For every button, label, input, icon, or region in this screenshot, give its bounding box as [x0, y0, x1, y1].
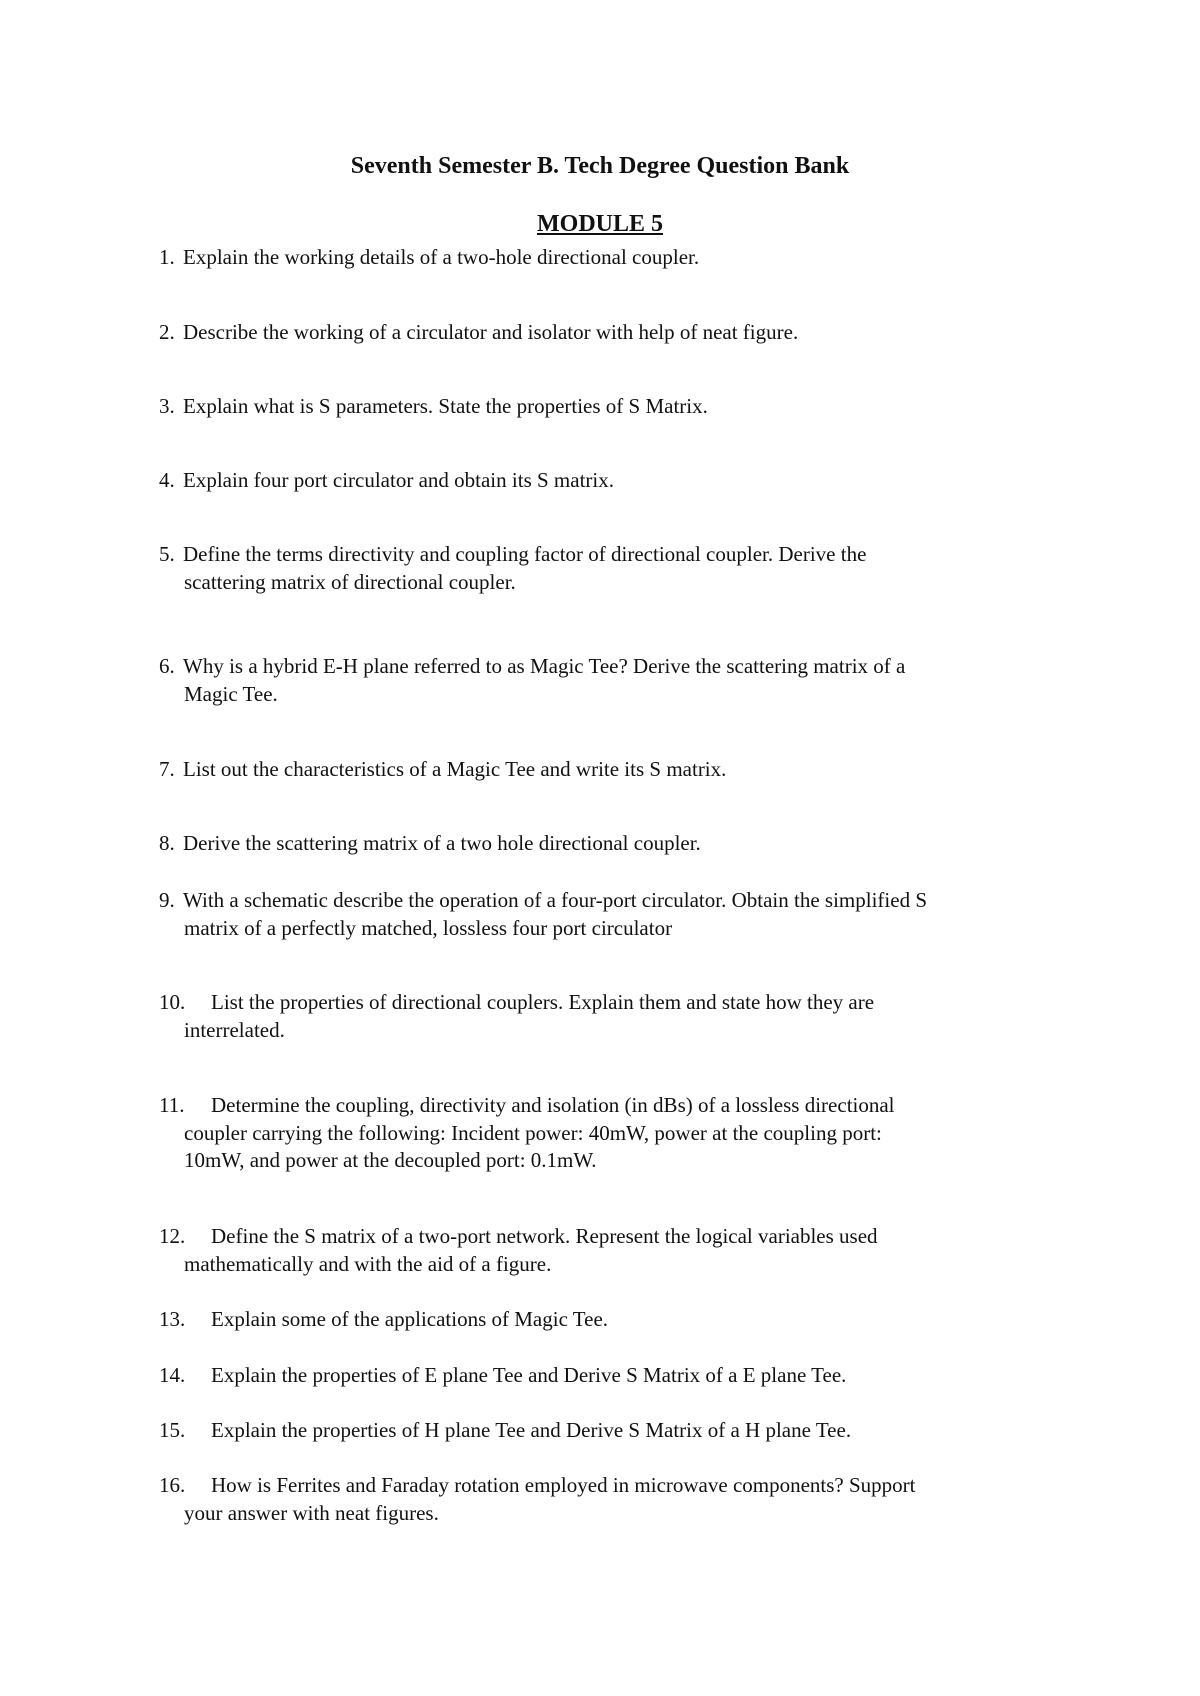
- question-item: [159, 1223, 1059, 1278]
- question-text: Define the S matrix of a two-port network. Represent the logical variables used: [211, 1224, 878, 1248]
- question-text: Define the terms directivity and coupling factor of directional coupler. Derive the: [183, 542, 867, 566]
- question-item: [159, 1362, 1059, 1390]
- question-text: List out the characteristics of a Magic Tee and write its S matrix.: [183, 757, 727, 781]
- question-item: [159, 393, 1059, 421]
- question-number: 8.: [159, 831, 175, 855]
- question-number: 11.: [159, 1093, 185, 1117]
- question-text-continued: mathematically and with the aid of a figure.: [184, 1251, 552, 1276]
- question-item: [159, 467, 1059, 495]
- question-number: 16.: [159, 1473, 186, 1497]
- question-text-continued: matrix of a perfectly matched, lossless four port circulator: [184, 915, 673, 940]
- question-item: [159, 1092, 1059, 1175]
- question-text: How is Ferrites and Faraday rotation employed in microwave components? Support: [211, 1473, 916, 1497]
- question-item: [159, 1306, 1059, 1334]
- question-text-continued: scattering matrix of directional coupler.: [184, 569, 516, 594]
- question-item: [159, 756, 1059, 784]
- question-text: Derive the scattering matrix of a two hole directional coupler.: [183, 831, 701, 855]
- question-item: [159, 244, 1059, 272]
- question-text-continued: coupler carrying the following: Incident power: 40mW, power at the coupling port:: [184, 1120, 882, 1145]
- question-number: 4.: [159, 468, 175, 492]
- question-number: 6.: [159, 654, 175, 678]
- question-text: With a schematic describe the operation of a four-port circulator. Obtain the simplified S: [183, 888, 927, 912]
- question-text-continued: your answer with neat figures.: [184, 1500, 439, 1525]
- question-number: 1.: [159, 245, 175, 269]
- question-number: 5.: [159, 542, 175, 566]
- module-heading: MODULE 5: [537, 211, 663, 237]
- question-text: Explain the working details of a two-hole directional coupler.: [183, 245, 700, 269]
- question-number: 12.: [159, 1224, 186, 1248]
- question-text: List the properties of directional couplers. Explain them and state how they are: [211, 990, 875, 1014]
- question-text-continued: interrelated.: [184, 1017, 285, 1042]
- question-number: 2.: [159, 320, 175, 344]
- question-number: 15.: [159, 1418, 186, 1442]
- question-item: [159, 541, 1059, 596]
- question-item: [159, 830, 1059, 858]
- question-text-continued: 10mW, and power at the decoupled port: 0.1mW.: [184, 1148, 597, 1172]
- question-text: Explain the properties of E plane Tee and Derive S Matrix of a E plane Tee.: [211, 1363, 847, 1387]
- question-text: Explain four port circulator and obtain its S matrix.: [183, 468, 614, 492]
- question-item: [159, 319, 1059, 347]
- question-text-continued: Magic Tee.: [184, 681, 278, 706]
- question-number: 3.: [159, 394, 175, 418]
- question-item: [159, 989, 1059, 1044]
- question-number: 9.: [159, 888, 175, 912]
- question-text: Explain what is S parameters. State the properties of S Matrix.: [183, 394, 708, 418]
- question-item: [159, 1472, 1059, 1527]
- document-title: Seventh Semester B. Tech Degree Question Bank: [350, 153, 850, 179]
- question-item: [159, 653, 1059, 708]
- question-text: Explain the properties of H plane Tee and Derive S Matrix of a H plane Tee.: [211, 1418, 852, 1442]
- question-text: Why is a hybrid E-H plane referred to as Magic Tee? Derive the scattering matrix of a: [183, 654, 906, 678]
- question-text: Determine the coupling, directivity and isolation (in dBs) of a lossless directional: [211, 1093, 895, 1117]
- question-item: [159, 887, 1059, 942]
- question-number: 13.: [159, 1307, 186, 1331]
- question-number: 14.: [159, 1363, 186, 1387]
- question-number: 7.: [159, 757, 175, 781]
- question-item: [159, 1417, 1059, 1445]
- question-text: Describe the working of a circulator and isolator with help of neat figure.: [183, 320, 799, 344]
- question-number: 10.: [159, 990, 186, 1014]
- question-text: Explain some of the applications of Magic Tee.: [211, 1307, 609, 1331]
